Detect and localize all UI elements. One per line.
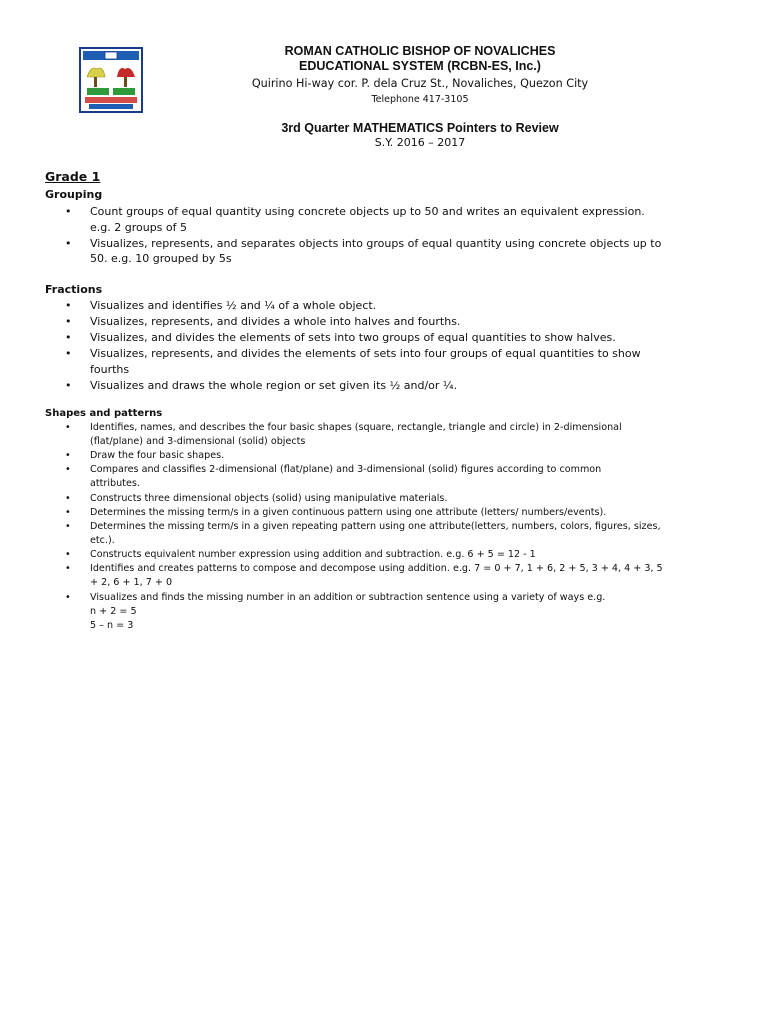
- address: Quirino Hi-way cor. P. dela Cruz St., Novaliches, Quezon City: [251, 77, 589, 90]
- list-item: [45, 204, 725, 235]
- list-item-text: Constructs equivalent number expression using addition and subtraction. e.g. 6 + 5 = 12 - 1: [90, 549, 536, 561]
- bullet-icon: •: [65, 378, 72, 392]
- bullet-icon: •: [65, 464, 71, 476]
- list-item-text: + 2, 6 + 1, 7 + 0: [90, 577, 173, 589]
- bullet-icon: •: [65, 422, 71, 433]
- list-item-text: fourths: [90, 362, 130, 376]
- grouping-list: [45, 204, 725, 267]
- org-name-line1: ROMAN CATHOLIC BISHOP OF NOVALICHES: [284, 44, 556, 58]
- list-item-text: attributes.: [90, 478, 140, 490]
- list-item: [45, 506, 725, 520]
- shapes-list: [45, 421, 725, 633]
- list-item: [45, 330, 725, 346]
- list-item-text: Determines the missing term/s in a given continuous pattern using one attribute (letters/ numbers/events).: [90, 506, 607, 518]
- bullet-icon: •: [65, 236, 72, 250]
- bullet-icon: •: [65, 315, 72, 329]
- list-item-text: Visualizes and finds the missing number in an addition or subtraction sentence using a variety of ways e.g.: [90, 591, 606, 603]
- list-item: [45, 449, 725, 463]
- bullet-icon: •: [65, 347, 72, 361]
- list-item-text: Identifies and creates patterns to compose and decompose using addition. e.g. 7 = 0 + 7, 1 + 6, 2 + 5, 3 + 4, 4 + 3, 5: [90, 563, 663, 575]
- school-year: S.Y. 2016 – 2017: [374, 136, 466, 149]
- list-item-text: Visualizes, represents, and divides the elements of sets into four groups of equal quantities to show: [90, 347, 641, 361]
- bullet-icon: •: [65, 299, 72, 312]
- org-name-line2: EDUCATIONAL SYSTEM (RCBN-ES, Inc.): [299, 59, 541, 73]
- bullet-icon: •: [65, 591, 71, 603]
- fractions-list: [45, 298, 725, 394]
- shapes-heading: Shapes and patterns: [45, 408, 163, 419]
- bullet-icon: •: [65, 331, 72, 345]
- list-item: [45, 520, 725, 548]
- list-item-text: Compares and classifies 2-dimensional (flat/plane) and 3-dimensional (solid) figures according to common: [90, 464, 602, 476]
- list-item: [45, 492, 725, 506]
- list-item-text: Constructs three dimensional objects (solid) using manipulative materials.: [90, 492, 448, 504]
- grade-heading: Grade 1: [45, 169, 101, 184]
- list-item-text: Visualizes, represents, and divides a whole into halves and fourths.: [90, 315, 461, 329]
- bullet-icon: •: [65, 549, 71, 561]
- bullet-icon: •: [65, 506, 71, 518]
- list-item: [45, 298, 725, 314]
- list-item-text: Draw the four basic shapes.: [90, 450, 225, 462]
- list-item-text: etc.).: [90, 534, 115, 546]
- grouping-heading: Grouping: [45, 188, 103, 201]
- list-item: [45, 314, 725, 330]
- list-item-text: Determines the missing term/s in a given repeating pattern using one attribute(letters, numbers, colors, figures, sizes,: [90, 520, 661, 532]
- list-item-text: Visualizes, and divides the elements of sets into two groups of equal quantities to show halves.: [90, 331, 616, 345]
- list-item-text: Visualizes and identifies ½ and ¼ of a whole object.: [90, 299, 377, 312]
- list-item: [45, 346, 725, 377]
- list-item: [45, 562, 725, 590]
- list-item-text: Visualizes, represents, and separates objects into groups of equal quantity using concrete objects up to: [90, 236, 662, 250]
- list-item-text: Count groups of equal quantity using concrete objects up to 50 and writes an equivalent expression.: [90, 205, 645, 218]
- school-logo: [79, 47, 143, 113]
- list-item: [45, 421, 725, 449]
- bullet-icon: •: [65, 563, 71, 575]
- list-item: [45, 463, 725, 491]
- list-item: [45, 548, 725, 562]
- list-item-text: (flat/plane) and 3-dimensional (solid) objects: [90, 436, 306, 447]
- bullet-icon: •: [65, 520, 71, 532]
- list-item: [45, 378, 725, 394]
- list-item-text: e.g. 2 groups of 5: [90, 220, 188, 234]
- list-item-text: 5 – n = 3: [90, 619, 134, 631]
- telephone: Telephone 417-3105: [371, 94, 469, 105]
- list-item: [45, 591, 725, 633]
- list-item-text: Visualizes and draws the whole region or set given its ½ and/or ¼.: [90, 378, 458, 392]
- list-item-text: 50. e.g. 10 grouped by 5s: [90, 252, 232, 266]
- list-item-text: Identifies, names, and describes the four basic shapes (square, rectangle, triangle and circle) in 2-dimensional: [90, 422, 622, 433]
- bullet-icon: •: [65, 450, 71, 462]
- fractions-heading: Fractions: [45, 283, 103, 296]
- list-item: [45, 236, 725, 267]
- list-item-text: n + 2 = 5: [90, 605, 137, 617]
- page-title: 3rd Quarter MATHEMATICS Pointers to Review: [281, 121, 559, 135]
- title-block: [150, 121, 690, 149]
- bullet-icon: •: [65, 492, 71, 504]
- bullet-icon: •: [65, 205, 72, 218]
